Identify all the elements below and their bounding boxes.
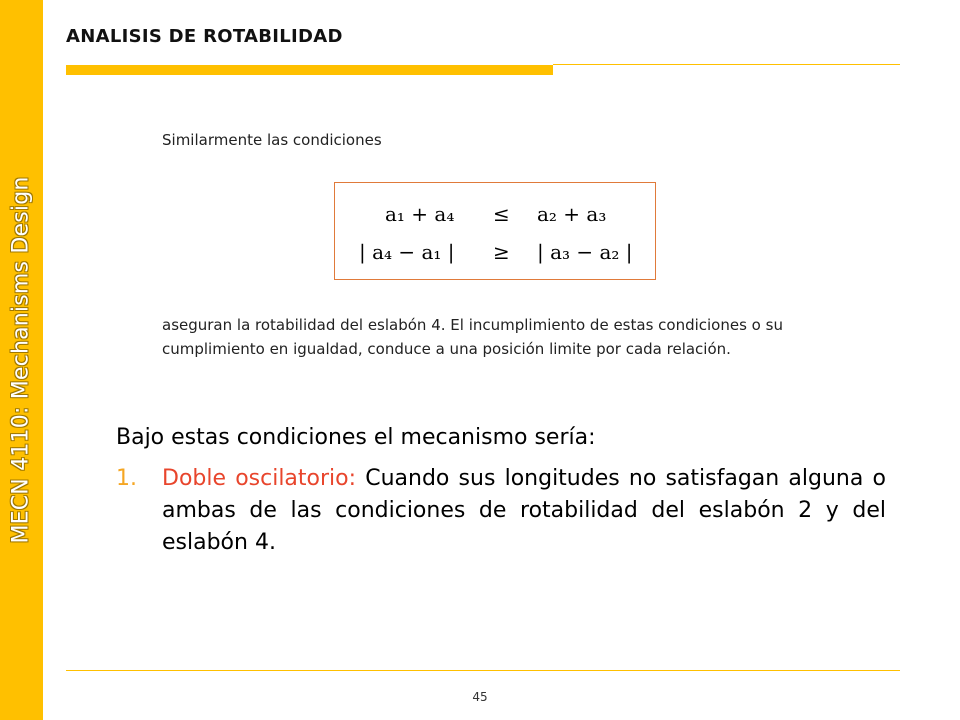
slide-title: ANALISIS DE ROTABILIDAD xyxy=(66,26,343,47)
formula-row2-rhs: | a₃ − a₂ | xyxy=(537,240,633,264)
page-number-text: 45 xyxy=(472,690,488,704)
lead-text: Bajo estas condiciones el mecanismo sería: xyxy=(116,425,596,450)
page-number xyxy=(0,690,960,704)
side-bar xyxy=(0,0,43,720)
title-underline-thick xyxy=(66,65,553,75)
formula-row2-lhs: | a₄ − a₁ | xyxy=(359,240,455,264)
formula-row1-lhs: a₁ + a₄ xyxy=(385,202,455,226)
intro-text: Similarmente las condiciones xyxy=(162,131,382,149)
list-description: Cuando sus longitudes no satisfagan alguna o ambas de las condiciones de rotabilidad del eslabón 2 y del eslabón 4. xyxy=(162,466,886,555)
formula-box xyxy=(334,182,656,280)
list-item-body xyxy=(162,463,886,559)
list-term: Doble oscilatorio: xyxy=(162,466,357,491)
formula-row2-op: ≥ xyxy=(493,240,510,264)
title-underline-thin xyxy=(553,64,900,65)
list-number: 1. xyxy=(116,466,137,491)
formula-row1-op: ≤ xyxy=(493,202,510,226)
footer-rule xyxy=(66,670,900,671)
formula-row1-rhs: a₂ + a₃ xyxy=(537,202,607,226)
course-title: MECN 4110: Mechanisms Design xyxy=(8,176,34,544)
explanation-text: aseguran la rotabilidad del eslabón 4. El incumplimiento de estas condiciones o su cumplimiento en igualdad, conduce a una posición limite por cada relación. xyxy=(162,316,783,358)
formula-image xyxy=(335,183,655,279)
